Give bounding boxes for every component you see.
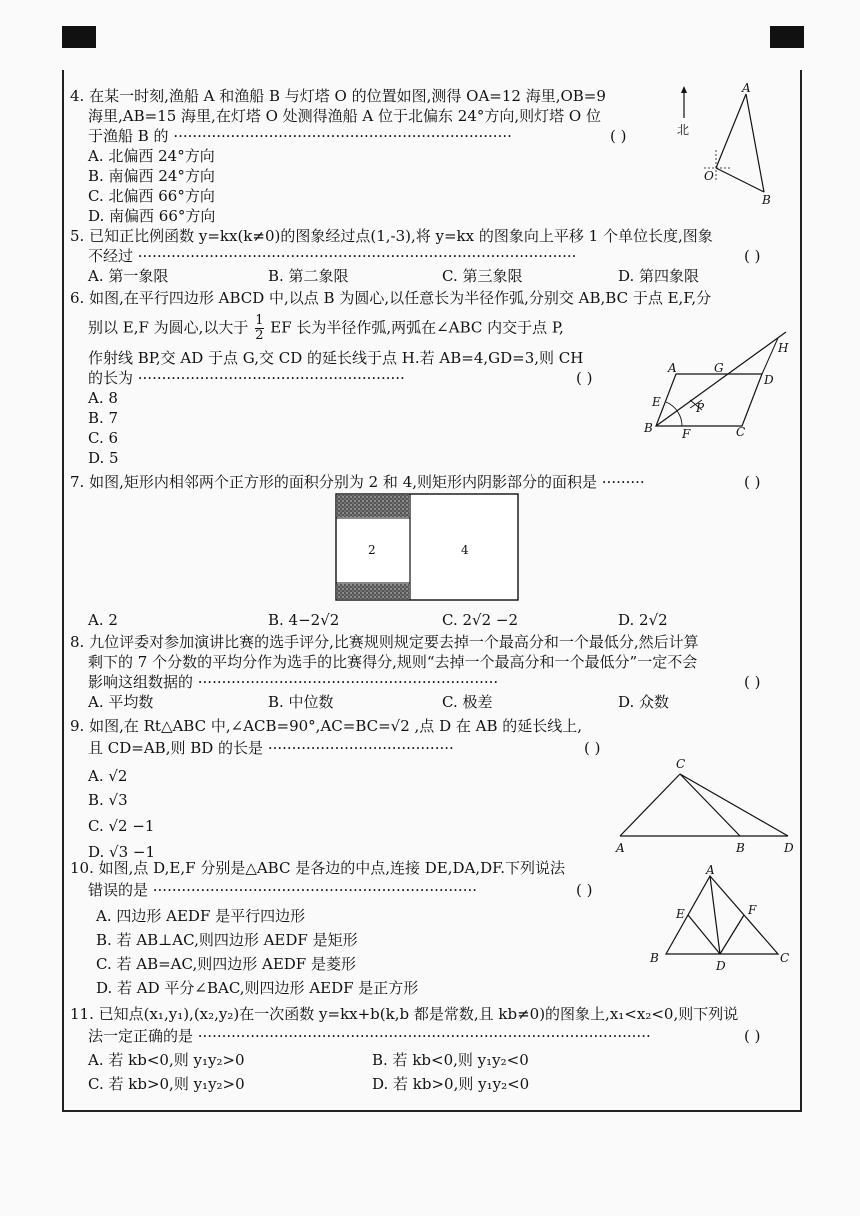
fraction-denominator: 2 [255,328,264,343]
q5-stem-line1: 5. 已知正比例函数 y=kx(k≠0)的图象经过点(1,-3),将 y=kx 的图象向上平移 1 个单位长度,图象 [70,227,713,245]
segment-cb [680,774,740,836]
q4-option-a: A. 北偏西 24°方向 [88,147,215,165]
q8-option-d: D. 众数 [618,693,670,711]
q5-option-c: C. 第三象限 [442,267,523,285]
q9-option-b: B. √3 [88,791,128,809]
point-b-label: B [762,193,771,207]
q5-answer-paren: ( ) [744,247,761,265]
q10-stem-line2: 错误的是 ···································································· [88,881,477,899]
point-f-label: F [748,903,757,917]
q4-option-c: C. 北偏西 66°方向 [88,187,215,205]
q11-option-d: D. 若 kb>0,则 y₁y₂<0 [372,1075,530,1093]
q6-option-b: B. 7 [88,409,119,427]
parallelogram-abcd [656,374,762,426]
q4-figure [670,80,780,210]
q7-stem-line1: 7. 如图,矩形内相邻两个正方形的面积分别为 2 和 4,则矩形内阴影部分的面积是 ········· [70,473,645,491]
q10-option-b: B. 若 AB⊥AC,则四边形 AEDF 是矩形 [96,931,358,949]
frame-border-right [800,70,802,1110]
q9-stem-line2: 且 CD=AB,则 BD 的长是 ······································· [88,739,454,757]
segment-ac [620,774,680,836]
point-a-label: A [742,81,751,95]
q6-figure [636,316,800,444]
segment-df [720,915,744,954]
q5-option-a: A. 第一象限 [88,267,169,285]
point-e-label: E [652,395,661,409]
q11-option-c: C. 若 kb>0,则 y₁y₂>0 [88,1075,245,1093]
q10-option-c: C. 若 AB=AC,则四边形 AEDF 是菱形 [96,955,356,973]
fraction-numerator: 1 [255,313,264,328]
q10-option-d: D. 若 AD 平分∠BAC,则四边形 AEDF 是正方形 [96,979,419,997]
q6-stem-line2-a: 别以 E,F 为圆心,以大于 [88,318,249,337]
shaded-region-bottom [337,584,409,599]
frame-border-bottom [62,1110,802,1112]
q8-stem-line1: 8. 九位评委对参加演讲比赛的选手评分,比赛规则规定要去掉一个最高分和一个最低分,然后计算 [70,633,699,651]
q9-stem-line1: 9. 如图,在 Rt△ABC 中,∠ACB=90°,AC=BC=√2 ,点 D 在 AB 的延长线上, [70,717,583,735]
q6-stem-line2-b: EF 长为半径作弧,两弧在∠ABC 内交于点 P, [270,318,564,337]
registration-mark-left [62,26,96,48]
point-a-label: A [616,841,625,855]
segment-oa [716,94,746,168]
north-label: 北 [677,123,690,137]
q6-option-a: A. 8 [88,389,118,407]
q8-stem-line3: 影响这组数据的 ······························································· [88,673,499,691]
large-square-area-label: 4 [461,543,469,557]
q11-option-b: B. 若 kb<0,则 y₁y₂<0 [372,1051,529,1069]
q8-option-a: A. 平均数 [88,693,154,711]
q10-option-a: A. 四边形 AEDF 是平行四边形 [96,907,306,925]
arc-ef [666,402,682,426]
point-f-label: F [682,427,691,441]
point-b-label: B [650,951,659,965]
point-a-label: A [706,864,715,877]
point-c-label: C [736,425,746,439]
point-d-label: D [784,841,794,855]
point-a-label: A [668,361,677,375]
q10-figure [644,864,794,974]
q4-stem-line1: 4. 在某一时刻,渔船 A 和渔船 B 与灯塔 O 的位置如图,测得 OA=12 海里,OB=9 [70,87,606,105]
q7-answer-paren: ( ) [744,473,761,491]
q10-answer-paren: ( ) [576,881,593,899]
point-o-label: O [704,169,714,183]
segment-ob [716,168,764,192]
q9-option-c: C. √2 −1 [88,817,155,835]
shaded-region-top [337,495,409,517]
segment-ad [710,876,720,954]
q5-option-b: B. 第二象限 [268,267,349,285]
q7-option-c: C. 2√2 −2 [442,611,519,629]
point-g-label: G [714,361,724,375]
q11-answer-paren: ( ) [744,1027,761,1045]
point-b-label: B [644,421,653,435]
point-h-label: H [778,341,789,355]
q6-stem-line2 [88,314,564,343]
q6-stem-line3: 作射线 BP,交 AD 于点 G,交 CD 的延长线于点 H.若 AB=4,GD=3,则 CH [88,349,584,367]
frame-border-left [62,70,64,1110]
q8-stem-line2: 剩下的 7 个分数的平均分作为选手的比赛得分,规则“去掉一个最高分和一个最低分”一定不会 [88,653,698,671]
q4-option-d: D. 南偏西 66°方向 [88,207,216,225]
small-square-area-label: 2 [368,543,376,557]
q11-stem-line1: 11. 已知点(x₁,y₁),(x₂,y₂)在一次函数 y=kx+b(k,b 都是常数,且 kb≠0)的图象上,x₁<x₂<0,则下列说 [70,1005,739,1023]
q9-answer-paren: ( ) [584,739,601,757]
q7-figure [334,492,522,604]
q10-stem-line1: 10. 如图,点 D,E,F 分别是△ABC 是各边的中点,连接 DE,DA,DF.下列说法 [70,859,566,877]
q7-option-b: B. 4−2√2 [268,611,340,629]
q6-stem-line4: 的长为 ························································ [88,369,405,387]
point-d-label: D [764,373,774,387]
q4-option-b: B. 南偏西 24°方向 [88,167,215,185]
point-c-label: C [676,757,686,771]
point-b-label: B [736,841,745,855]
q9-figure [610,752,796,856]
q9-option-d: D. √3 −1 [88,843,156,861]
q11-option-a: A. 若 kb<0,则 y₁y₂>0 [88,1051,245,1069]
q4-stem-line2: 海里,AB=15 海里,在灯塔 O 处测得渔船 A 位于北偏东 24°方向,则灯塔 O 位 [88,107,601,125]
point-c-label: C [780,951,790,965]
q6-option-c: C. 6 [88,429,119,447]
point-e-label: E [676,907,685,921]
fraction-one-half [255,314,263,343]
q5-stem-line2: 不经过 ···························································································· [88,247,577,265]
q8-option-c: C. 极差 [442,693,493,711]
q6-stem-line1: 6. 如图,在平行四边形 ABCD 中,以点 B 为圆心,以任意长为半径作弧,分别交 AB,BC 于点 E,F,分 [70,289,712,307]
q11-stem-line2: 法一定正确的是 ······························································································· [88,1027,651,1045]
q6-answer-paren: ( ) [576,369,593,387]
q7-option-d: D. 2√2 [618,611,668,629]
point-d-label: D [716,959,726,973]
q9-option-a: A. √2 [88,767,128,785]
q8-answer-paren: ( ) [744,673,761,691]
q4-stem-line3: 于渔船 B 的 ······································································· [88,127,512,145]
q4-answer-paren: ( ) [610,127,627,145]
registration-mark-right [770,26,804,48]
q5-option-d: D. 第四象限 [618,267,700,285]
segment-cd [680,774,788,836]
q7-option-a: A. 2 [88,611,118,629]
q8-option-b: B. 中位数 [268,693,334,711]
q6-option-d: D. 5 [88,449,119,467]
north-arrowhead [681,86,687,93]
point-p-label: P [696,401,705,415]
segment-ab [746,94,764,192]
